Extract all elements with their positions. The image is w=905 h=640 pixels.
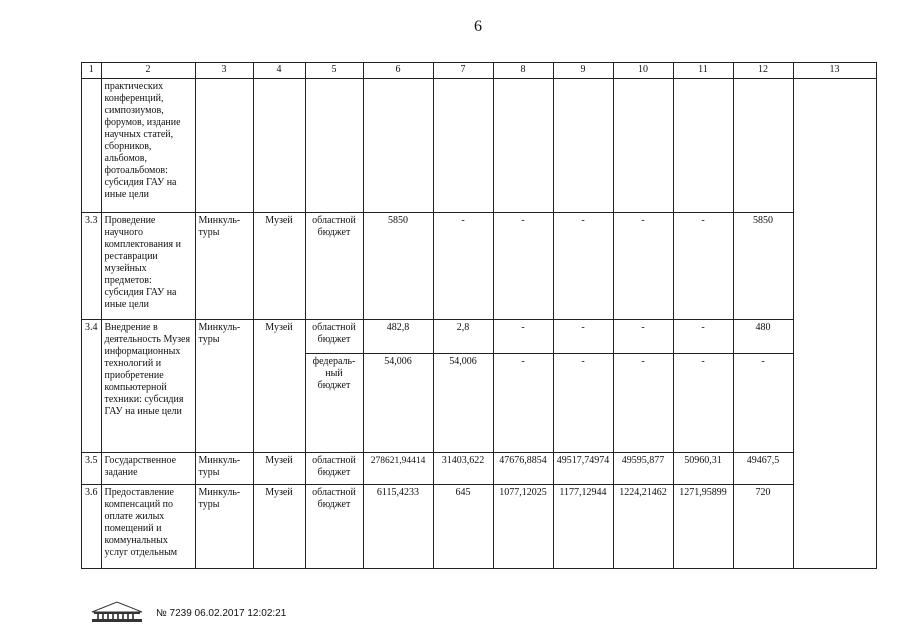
value-cell: -	[613, 320, 673, 354]
source-cell: областной бюджет	[305, 320, 363, 354]
value-cell: -	[493, 320, 553, 354]
header-cell: 8	[493, 63, 553, 79]
description-cell: практических конференций, симпозиумов, форумов, издание научных статей, сборников, альбомов, фотоальбомов: субсидия ГАУ на иные цели	[101, 79, 195, 213]
table-row	[82, 453, 877, 485]
value-cell: -	[553, 213, 613, 320]
value-cell: 5850	[363, 213, 433, 320]
header-cell: 6	[363, 63, 433, 79]
description-cell: Государственное задание	[101, 453, 195, 485]
header-cell: 1	[82, 63, 102, 79]
table-row	[82, 485, 877, 569]
value-cell: 480	[733, 320, 793, 354]
source-cell: областной бюджет	[305, 485, 363, 569]
recipient-cell: Музей	[253, 485, 305, 569]
value-cell: 54,006	[363, 354, 433, 453]
description-cell: Предоставление компенсаций по оплате жилых помещений и коммунальных услуг отдельным	[101, 485, 195, 569]
source-cell: областной бюджет	[305, 213, 363, 320]
building-seal-icon	[86, 598, 148, 624]
table-row	[82, 213, 877, 320]
source-cell: федераль-ный бюджет	[305, 354, 363, 453]
header-cell: 7	[433, 63, 493, 79]
value-cell: 1177,12944	[553, 485, 613, 569]
stamp-text: № 7239 06.02.2017 12:02:21	[156, 608, 287, 619]
value-cell: 49467,5	[733, 453, 793, 485]
value-cell: 49595,877	[613, 453, 673, 485]
value-cell: -	[553, 354, 613, 453]
value-cell: -	[553, 320, 613, 354]
value-cell: -	[493, 354, 553, 453]
value-cell: -	[673, 213, 733, 320]
row-number: 3.4	[82, 320, 102, 453]
row-number: 3.3	[82, 213, 102, 320]
value-cell: 1224,21462	[613, 485, 673, 569]
source-cell: областной бюджет	[305, 453, 363, 485]
executor-cell: Минкуль-туры	[195, 213, 253, 320]
value-cell: 5850	[733, 213, 793, 320]
value-cell: -	[433, 213, 493, 320]
value-cell: 50960,31	[673, 453, 733, 485]
value-cell: 482,8	[363, 320, 433, 354]
budget-table	[81, 62, 877, 569]
header-cell: 9	[553, 63, 613, 79]
value-cell: 47676,8854	[493, 453, 553, 485]
executor-cell: Минкуль-туры	[195, 453, 253, 485]
column-13-cell	[793, 79, 876, 569]
description-cell: Внедрение в деятельность Музея информационных технологий и приобретение компьютерной техники: субсидия ГАУ на иные цели	[101, 320, 195, 453]
value-cell: 720	[733, 485, 793, 569]
table-row-continuation	[82, 79, 877, 213]
header-cell: 13	[793, 63, 876, 79]
recipient-cell: Музей	[253, 320, 305, 453]
value-cell: -	[493, 213, 553, 320]
table-row	[82, 320, 877, 354]
value-cell: 1077,12025	[493, 485, 553, 569]
value-cell: 278621,94414	[363, 453, 433, 485]
page-number: 6	[474, 18, 482, 35]
value-cell: 54,006	[433, 354, 493, 453]
registration-stamp	[86, 598, 406, 624]
row-number: 3.5	[82, 453, 102, 485]
header-cell: 2	[101, 63, 195, 79]
value-cell: -	[673, 354, 733, 453]
value-cell: -	[733, 354, 793, 453]
header-cell: 11	[673, 63, 733, 79]
value-cell: 1271,95899	[673, 485, 733, 569]
value-cell: 2,8	[433, 320, 493, 354]
row-number: 3.6	[82, 485, 102, 569]
header-cell: 10	[613, 63, 673, 79]
description-cell: Проведение научного комплектования и реставрации музейных предметов: субсидия ГАУ на иные цели	[101, 213, 195, 320]
recipient-cell: Музей	[253, 213, 305, 320]
header-cell: 3	[195, 63, 253, 79]
executor-cell: Минкуль-туры	[195, 320, 253, 453]
header-row	[82, 63, 877, 79]
value-cell: -	[673, 320, 733, 354]
value-cell: -	[613, 354, 673, 453]
header-cell: 12	[733, 63, 793, 79]
recipient-cell: Музей	[253, 453, 305, 485]
value-cell: 645	[433, 485, 493, 569]
header-cell: 4	[253, 63, 305, 79]
value-cell: -	[613, 213, 673, 320]
value-cell: 6115,4233	[363, 485, 433, 569]
value-cell: 49517,74974	[553, 453, 613, 485]
header-cell: 5	[305, 63, 363, 79]
executor-cell: Минкуль-туры	[195, 485, 253, 569]
value-cell: 31403,622	[433, 453, 493, 485]
